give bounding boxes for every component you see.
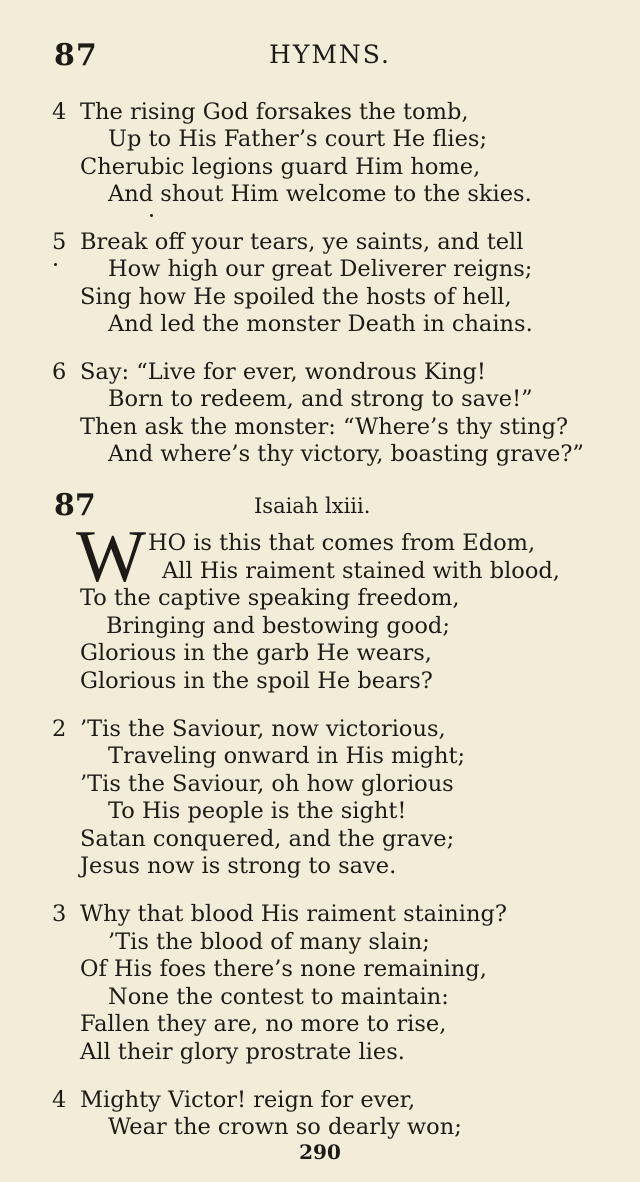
verse-line: Bringing and bestowing good; — [106, 613, 450, 639]
header-title: HYMNS. — [269, 40, 391, 69]
verse-line: None the contest to maintain: — [108, 984, 449, 1010]
verse-line: Satan conquered, and the grave; — [80, 826, 455, 852]
verse-number: 2 — [52, 716, 67, 742]
verse-line: To His people is the sight! — [108, 798, 407, 824]
page-number: 290 — [299, 1140, 341, 1164]
verse-line: Of His foes there’s none remaining, — [80, 956, 487, 982]
verse-line: To the captive speaking freedom, — [80, 585, 460, 611]
verse-line: Cherubic legions guard Him home, — [80, 154, 481, 180]
verse-line: And shout Him welcome to the skies. — [108, 181, 532, 207]
header-hymn-number: 87 — [54, 38, 98, 73]
verse-line: Glorious in the spoil He bears? — [80, 668, 433, 694]
drop-cap: W — [76, 516, 146, 598]
verse-line: Jesus now is strong to save. — [80, 853, 397, 879]
hymn-number: 87 — [54, 488, 96, 523]
verse-line: Glorious in the garb He wears, — [80, 640, 432, 666]
verse-line: HO is this that comes from Edom, — [148, 530, 536, 556]
verse-number: 3 — [52, 901, 67, 927]
verse-line: The rising God forsakes the tomb, — [80, 99, 469, 125]
verse-line: Born to redeem, and strong to save!” — [108, 386, 533, 412]
verse-number: 4 — [52, 1087, 67, 1113]
scripture-reference: Isaiah lxiii. — [254, 494, 371, 518]
verse-line: Why that blood His raiment staining? — [80, 901, 507, 927]
verse-line: Then ask the monster: “Where’s thy sting? — [80, 414, 569, 440]
verse-line: Fallen they are, no more to rise, — [80, 1011, 447, 1037]
verse-line: ’Tis the Saviour, oh how glorious — [80, 771, 454, 797]
verse-line: Traveling onward in His might; — [108, 743, 466, 769]
verse-line: All their glory prostrate lies. — [80, 1039, 405, 1065]
verse-line: And where’s thy victory, boasting grave?” — [108, 441, 584, 467]
verse-line: Up to His Father’s court He flies; — [108, 126, 488, 152]
verse-line: Sing how He spoiled the hosts of hell, — [80, 284, 512, 310]
verse-line: Break off your tears, ye saints, and tell — [80, 229, 524, 255]
verse-number: 5 — [52, 229, 67, 255]
verse-number: 6 — [52, 359, 67, 385]
verse-line: And led the monster Death in chains. — [108, 311, 533, 337]
ink-speck — [54, 263, 57, 266]
verse-line: Wear the crown so dearly won; — [108, 1114, 462, 1140]
verse-line: Say: “Live for ever, wondrous King! — [80, 359, 486, 385]
verse-line: ’Tis the blood of many slain; — [108, 929, 430, 955]
ink-speck — [150, 214, 153, 217]
verse-line: ’Tis the Saviour, now victorious, — [80, 716, 446, 742]
verse-line: How high our great Deliverer reigns; — [108, 256, 533, 282]
verse-line: Mighty Victor! reign for ever, — [80, 1087, 416, 1113]
verse-line: All His raiment stained with blood, — [162, 558, 560, 584]
verse-number: 4 — [52, 99, 67, 125]
